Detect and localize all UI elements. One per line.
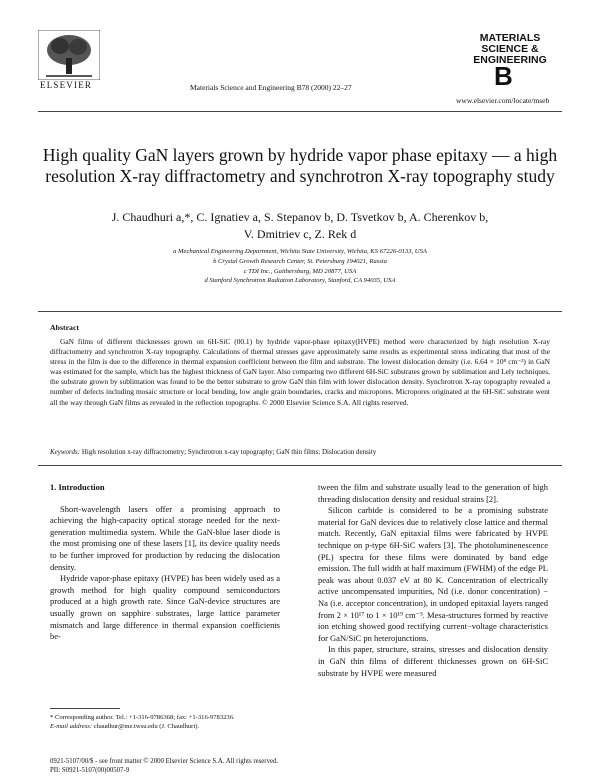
authors-line: V. Dmitriev c, Z. Rek d [243,227,357,241]
email-note [50,723,275,732]
keywords-label: Keywords: [50,448,81,456]
elsevier-tree-logo [38,30,100,86]
abstract-text: GaN films of different thicknesses grown on 6H-SiC (00.1) by hydride vapor-phase epitaxy(HVPE) method were characterized by high resolution X-ray diffractometry and synchrotron X-ray topography. Calculations of thermal stresses gave approximately same results as experimental stress indicating that most of the stress in the film is due to the difference in thermal expansion coefficient between the film and substrate. The lowest dislocation density (i.e. 6.64 × 10⁸ cm⁻²) in GaN was estimated for the sample, which has the highest thickness of GaN layer. Also comparing two different 6H-SiC substrates grown by sublimation and Lely techniques, the substrate grown by sublimation was found to be the better substrate to grow GaN thin film with lower dislocation density. Synchrotron X-ray topography revealed a number of defects including mosaic structure or local bending, low angle grain boundaries, cracks and micropores. Micropores originated at the 6H-SiC substrate went all the way through GaN films as revealed in the reflection topographs. © 2000 Elsevier Science S.A. All rights reserved. [50,337,550,407]
footnote [50,714,275,731]
page-footer [50,757,278,775]
section-heading: 1. Introduction [50,482,105,492]
author-list [40,209,560,243]
footnote-divider [50,708,120,709]
publisher-name: ELSEVIER [40,80,93,90]
corresponding-author-note: * Corresponding author. Tel.: +1-316-9786368; fax: +1-316-9783236. [50,714,235,721]
authors-line: J. Chaudhuri a,*, C. Ignatiev a, S. Stepanov b, D. Tsvetkov b, A. Cherenkov b, [111,210,489,224]
abstract-bottom-divider [38,465,562,466]
abstract-top-divider [38,311,562,312]
journal-url[interactable]: www.elsevier.com/locate/mseb [456,96,550,105]
journal-logo-line: MATERIALS [479,32,541,44]
affiliations [40,247,560,286]
keywords-text: High resolution x-ray diffractometry; Synchrotron x-ray topography; GaN thin films; Dislocation density [81,448,377,456]
affiliation: c TDI Inc., Gaithersburg, MD 20877, USA [243,267,357,275]
body-paragraph: Short-wavelength lasers offer a promising approach to achieving the high-capacity optical storage needed for the next-generation multimedia system. While the GaN-blue laser diode is the most promising one of these lasers [1], its device quality needs to be further improved for production by reducing the dislocation density. [50,503,280,572]
header-divider [38,111,562,112]
body-paragraph: tween the film and substrate usually lead to the generation of high threading dislocation density and residual strains [2]. [318,482,548,504]
email-label: E-mail address: [50,722,93,730]
affiliation: d Stanford Synchrotron Radiation Laboratory, Stanford, CA 94035, USA [204,277,396,285]
journal-logo-line: SCIENCE & [481,43,539,55]
body-paragraph: Hydride vapor-phase epitaxy (HVPE) has been widely used as a growth method for high quality compound semiconductors produced at a high growth rate. Since GaN-device structures are usually grown on sapphire substrates, large lattice parameter mismatch and large difference in thermal expansion coefficients be- [50,573,280,642]
email-address[interactable]: chaudhur@me.twsu.edu (J. Chaudhuri). [93,722,200,730]
affiliation: a Mechanical Engineering Department, Wichita State University, Wichita, KS 67226-0133, USA [173,248,427,255]
affiliation: b Crystal Growth Research Center, St. Petersburg 194021, Russia [213,257,387,265]
issn-line: 0921-5107/00/$ - see front matter © 2000 Elsevier Science S.A. All rights reserved. [50,758,279,765]
journal-logo-letter: B [494,61,513,91]
pii-line: PII: S0921-5107(00)00507-9 [50,767,130,774]
abstract-heading: Abstract [50,323,80,332]
left-column [50,482,280,643]
journal-citation: Materials Science and Engineering B78 (2000) 22–27 [190,83,352,92]
right-column [318,482,548,679]
journal-logo-line: ENGINEERING [473,54,547,66]
keywords [50,448,550,456]
body-paragraph: In this paper, structure, strains, stresses and dislocation density in GaN thin films of different thicknesses grown on 6H-SiC substrate by HVPE were measured [318,644,548,678]
article-title: High quality GaN layers grown by hydride vapor phase epitaxy — a high resolution X-ray diffractometry and synchrotron X-ray topography study [42,145,558,186]
body-paragraph: Silicon carbide is considered to be a promising substrate material for GaN devices due to relatively close lattice and thermal match. Recently, GaN epitaxial films were fabricated by HVPE technique on p-type 6H-SiC wafers [3]. The photoluminenescence (PL) spectra for these films were dominated by band edge emission. The full width at half maximum (FWHM) of the edge PL peak was about 0.037 eV at 80 K. Concentration of electrically active uncompensated impurities, Nd (i.e. donor concentration) − Na (i.e. acceptor concentration), in undoped epitaxial layers ranged from 2 × 10¹⁷ to 1 × 10¹⁹ cm⁻³. Mesa-structures formed by reactive ion etching showed good rectifying current−voltage characteristics for GaN/SiC pn heterojunctions. [318,505,548,643]
